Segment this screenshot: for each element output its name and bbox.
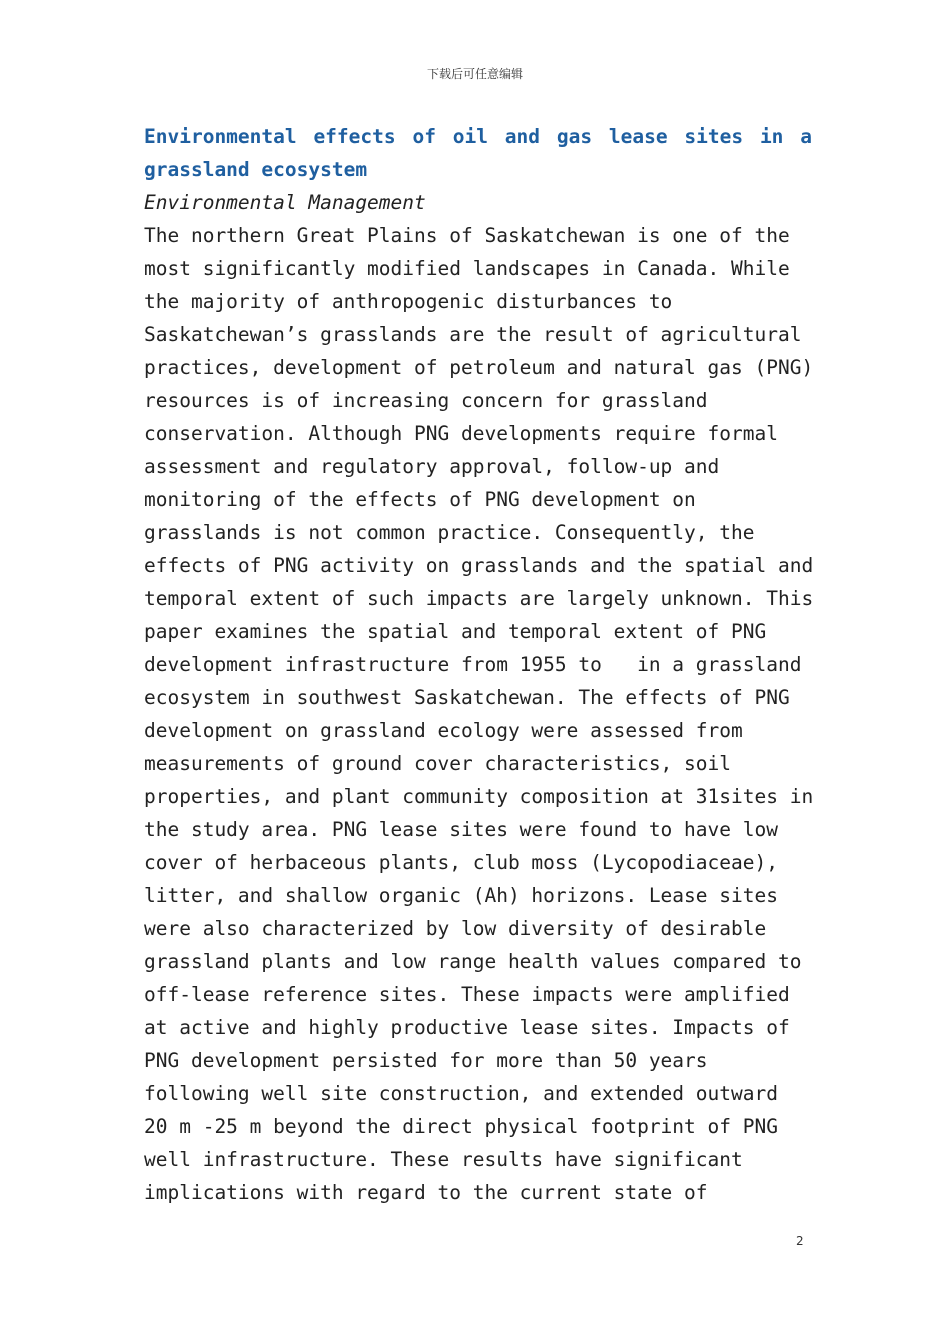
body-line: PNG development persisted for more than 50 years (144, 1049, 708, 1072)
article-body (144, 219, 812, 1209)
body-line: the majority of anthropogenic disturbances to (144, 290, 673, 313)
body-line: most significantly modified landscapes in Canada. While (144, 257, 790, 280)
body-line: litter, and shallow organic (Ah) horizons. Lease sites (144, 884, 778, 907)
body-line: effects of PNG activity on grasslands and the spatial and (144, 554, 814, 577)
body-line: assessment and regulatory approval, follow-up and (144, 455, 720, 478)
body-line: development infrastructure from 1955 to in a grassland (144, 653, 802, 676)
body-line: ecosystem in southwest Saskatchewan. The effects of PNG (144, 686, 790, 709)
body-line: temporal extent of such impacts are largely unknown. This (144, 587, 814, 610)
body-line: paper examines the spatial and temporal extent of PNG (144, 620, 767, 643)
body-line: measurements of ground cover characteristics, soil (144, 752, 731, 775)
body-line: resources is of increasing concern for grassland (144, 389, 708, 412)
article-title (144, 120, 812, 186)
body-line: were also characterized by low diversity of desirable (144, 917, 767, 940)
body-line: properties, and plant community composition at 31sites in (144, 785, 814, 808)
body-line: grasslands is not common practice. Consequently, the (144, 521, 755, 544)
body-line: the study area. PNG lease sites were found to have low (144, 818, 778, 841)
body-line: practices, development of petroleum and natural gas (PNG) (144, 356, 814, 379)
title-line: Environmental effects of oil and gas lease sites in a (144, 125, 812, 148)
body-line: cover of herbaceous plants, club moss (Lycopodiaceae), (144, 851, 778, 874)
title-line: grassland ecosystem (144, 158, 368, 181)
page-number: 2 (796, 1234, 804, 1248)
article-subtitle: Environmental Management (144, 191, 426, 214)
page-header-note: 下载后可任意编辑 (426, 67, 523, 81)
body-line: well infrastructure. These results have significant (144, 1148, 743, 1171)
article (144, 120, 812, 1209)
body-line: The northern Great Plains of Saskatchewan is one of the (144, 224, 790, 247)
body-line: off-lease reference sites. These impacts were amplified (144, 983, 790, 1006)
body-line: development on grassland ecology were assessed from (144, 719, 743, 742)
body-line: Saskatchewan’s grasslands are the result of agricultural (144, 323, 802, 346)
body-line: 20 m -25 m beyond the direct physical footprint of PNG (144, 1115, 778, 1138)
body-line: following well site construction, and extended outward (144, 1082, 778, 1105)
body-line: at active and highly productive lease sites. Impacts of (144, 1016, 790, 1039)
body-line: monitoring of the effects of PNG development on (144, 488, 696, 511)
body-line: grassland plants and low range health values compared to (144, 950, 802, 973)
body-line: implications with regard to the current state of (144, 1181, 708, 1204)
body-line: conservation. Although PNG developments require formal (144, 422, 778, 445)
